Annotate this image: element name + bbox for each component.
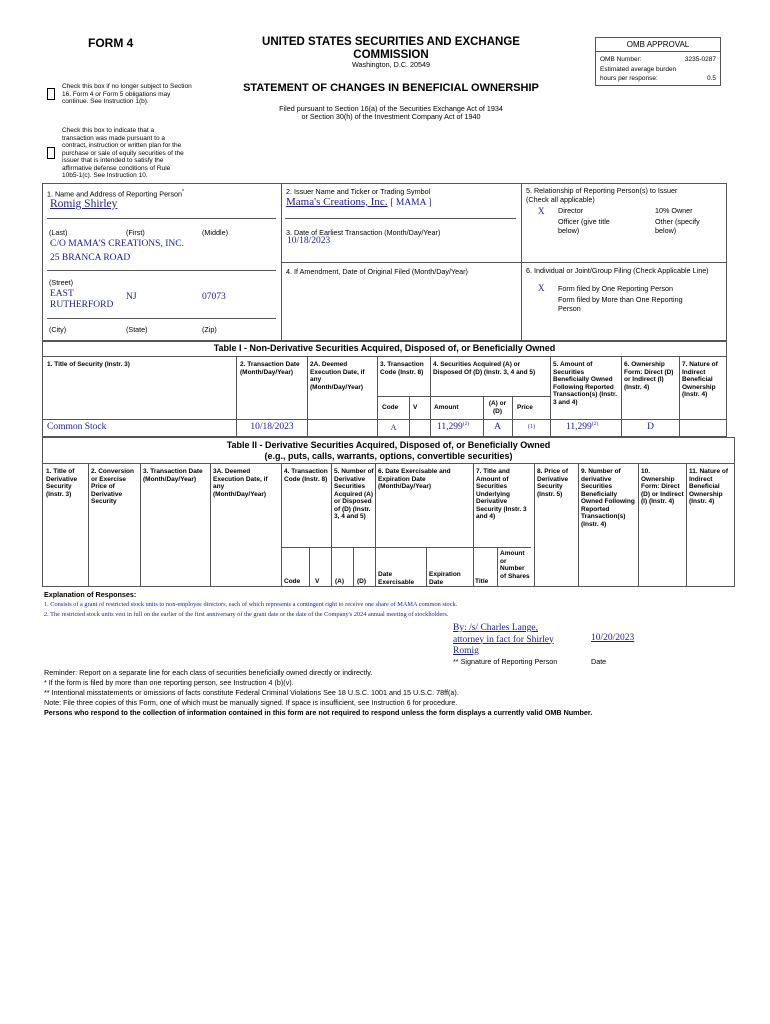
t2-h8: 8. Price of Derivative Security (Instr. 5) bbox=[537, 468, 569, 498]
other-line2: below) bbox=[655, 225, 677, 235]
box6-label: 6. Individual or Joint/Group Filing (Check Applicable Line) bbox=[526, 266, 709, 275]
t1-h7: 7. Nature of Indirect Beneficial Ownership (Instr. 4) bbox=[682, 361, 718, 398]
t1-h2: 2. Transaction Date (Month/Day/Year) bbox=[240, 361, 300, 376]
signature-date-value: 10/20/2023 bbox=[591, 633, 635, 643]
agency-city: Washington, D.C. 20549 bbox=[351, 60, 431, 69]
more-person-line1: Form filed by More than One Reporting bbox=[558, 295, 683, 304]
t1-transaction-code: A bbox=[390, 423, 397, 432]
signature-line1[interactable]: By: /s/ Charles Lange, bbox=[453, 623, 538, 633]
first-label: (First) bbox=[126, 228, 145, 237]
last-label: (Last) bbox=[49, 228, 68, 237]
agency-line1: UNITED STATES SECURITIES AND EXCHANGE bbox=[262, 36, 520, 48]
issuer-ticker: [ MAMA ] bbox=[390, 198, 432, 208]
explanation-title: Explanation of Responses: bbox=[44, 590, 137, 599]
box5-label bbox=[526, 187, 677, 204]
t2-h2: 2. Conversion or Exercise Price of Derivative Security bbox=[91, 468, 134, 505]
one-person-mark[interactable]: X bbox=[538, 283, 545, 293]
omb-burden-label2: hours per response: bbox=[600, 75, 658, 82]
omb-number-label: OMB Number: bbox=[600, 56, 642, 63]
no-longer-subject-text: Check this box if no longer subject to Section 16. Form 4 or Form 5 obligations may continue. See Instruction 1(b). bbox=[62, 83, 192, 105]
rule-10b5-text: Check this box to indicate that a transaction was made pursuant to a contract, instruction or written plan for the purchase or sale of equity securities of the issuer that is intended to satisfy the affirmative defense conditions of Rule 10b5-1(c). See Instruction 10. bbox=[62, 127, 184, 179]
other-label bbox=[655, 218, 700, 235]
t1-v: V bbox=[413, 404, 418, 411]
officer-line1: Officer (give title bbox=[558, 217, 610, 226]
footnote-2: 2. The restricted stock units vest in full on the earlier of the first anniversary of the grant date or the date of the Company's 2024 annual meeting of stockholders. bbox=[44, 611, 449, 618]
t1-h5: 5. Amount of Securities Beneficially Owned Following Reported Transaction(s) (Instr. 3 and 4) bbox=[553, 361, 617, 406]
t2-a: (A) bbox=[335, 578, 345, 585]
box5-label-line1: 5. Relationship of Reporting Person(s) to Issuer bbox=[526, 186, 678, 195]
date-label: Date bbox=[591, 657, 607, 666]
box5-label-line2: (Check all applicable) bbox=[526, 194, 595, 204]
t2-h1: 1. Title of Derivative Security (Instr. 3) bbox=[46, 468, 78, 498]
city-value-line1: EAST bbox=[50, 289, 74, 299]
no-longer-subject-checkbox[interactable] bbox=[47, 88, 55, 100]
city-value bbox=[50, 289, 113, 311]
reminder-2: * If the form is filed by more than one reporting person, see Instruction 4 (b)(v). bbox=[44, 678, 294, 687]
filed-pursuant bbox=[200, 105, 582, 121]
one-person-label: Form filed by One Reporting Person bbox=[558, 284, 674, 293]
t2-exp: Expiration Date bbox=[429, 571, 461, 586]
agency-title bbox=[218, 36, 564, 62]
form-title: FORM 4 bbox=[88, 36, 134, 50]
t1-h3: 3. Transaction Code (Instr. 8) bbox=[380, 361, 424, 376]
t1-owned-value bbox=[566, 421, 598, 432]
t2-h9: 9. Number of derivative Securities Beneficially Owned Following Reported Transaction(s) (Instr. 4) bbox=[581, 468, 635, 528]
signature-line2[interactable]: attorney in fact for Shirley bbox=[453, 634, 554, 645]
t1-h4: 4. Securities Acquired (A) or Disposed Of (D) (Instr. 3, 4 and 5) bbox=[433, 361, 536, 376]
t1-transaction-date: 10/18/2023 bbox=[250, 422, 294, 432]
earliest-transaction-date: 10/18/2023 bbox=[287, 236, 331, 246]
director-mark[interactable]: X bbox=[538, 206, 545, 216]
city-value-line2: RUTHERFORD bbox=[50, 300, 114, 310]
t2-h11: 11. Nature of Indirect Beneficial Ownership (Instr. 4) bbox=[689, 468, 729, 505]
reporting-person-name[interactable] bbox=[50, 198, 117, 210]
t1-h2a: 2A. Deemed Execution Date, if any (Month/Day/Year) bbox=[310, 361, 365, 391]
omb-approval-box bbox=[595, 37, 721, 86]
t2-amt: Amount or Number of Shares bbox=[500, 550, 530, 580]
t1-price-footnote[interactable]: (1) bbox=[528, 424, 535, 430]
middle-label: (Middle) bbox=[202, 228, 228, 237]
t2-h3: 3. Transaction Date (Month/Day/Year) bbox=[143, 468, 203, 483]
rule-10b5-checkbox[interactable] bbox=[47, 147, 55, 159]
box2-label: 2. Issuer Name and Ticker or Trading Symbol bbox=[286, 187, 431, 196]
other-line1: Other (specify bbox=[655, 217, 700, 226]
t2-h4: 4. Transaction Code (Instr. 8) bbox=[284, 468, 328, 483]
t2-h7: 7. Title and Amount of Securities Underlying Derivative Security (Instr. 3 and 4) bbox=[476, 468, 527, 520]
reporting-person-link[interactable]: Romig Shirley bbox=[50, 198, 118, 210]
statement-title: STATEMENT OF CHANGES IN BENEFICIAL OWNERSHIP bbox=[243, 82, 539, 94]
t2-d: (D) bbox=[357, 578, 367, 585]
zip-value: 07073 bbox=[202, 292, 226, 302]
table2-title-line1: Table II - Derivative Securities Acquired, Disposed of, or Beneficially Owned bbox=[226, 440, 551, 450]
t2-h3a: 3A. Deemed Execution Date, if any (Month/Day/Year) bbox=[213, 468, 268, 498]
t2-h5: 5. Number of Derivative Securities Acquired (A) or Disposed of (D) (Instr. 3, 4 and 5) bbox=[334, 468, 374, 520]
filed-line1: Filed pursuant to Section 16(a) of the Securities Exchange Act of 1934 bbox=[279, 104, 503, 113]
t1-amount: Amount bbox=[434, 404, 459, 411]
table2-title-line2: (e.g., puts, calls, warrants, options, convertible securities) bbox=[264, 451, 513, 461]
agency-line2: COMMISSION bbox=[353, 49, 429, 61]
filed-line2: or Section 30(h) of the Investment Company Act of 1940 bbox=[301, 112, 481, 121]
t2-code: Code bbox=[284, 578, 301, 585]
t2-h10: 10. Ownership Form: Direct (D) or Indirect (I) (Instr. 4) bbox=[641, 468, 684, 505]
t1-h6: 6. Ownership Form: Direct (D) or Indirect (I) (Instr. 4) bbox=[624, 361, 674, 391]
t1-aord: (A) or (D) bbox=[488, 400, 507, 415]
t1-amount-footnote[interactable]: (2) bbox=[462, 421, 470, 427]
city-label: (City) bbox=[49, 325, 67, 334]
t1-amount-value bbox=[437, 421, 469, 432]
box4-label: 4. If Amendment, Date of Original Filed (Month/Day/Year) bbox=[286, 267, 468, 276]
footnote-1: 1. Consists of a grant of restricted stock units to non-employee directors, each of which represents a contingent right to receive one share of MAMA common stock. bbox=[44, 601, 458, 608]
t1-ownership-form: D bbox=[647, 422, 654, 432]
street-label: (Street) bbox=[49, 278, 73, 287]
address-line1: C/O MAMA'S CREATIONS, INC. bbox=[50, 239, 184, 249]
t2-title: Title bbox=[475, 578, 489, 585]
table2-title bbox=[42, 440, 735, 462]
state-label: (State) bbox=[126, 325, 148, 334]
owner10-label: 10% Owner bbox=[655, 206, 693, 215]
more-person-line2: Person bbox=[558, 303, 581, 313]
t1-price: Price bbox=[517, 404, 533, 411]
officer-line2: below) bbox=[558, 225, 580, 235]
address-line2: 25 BRANCA ROAD bbox=[50, 253, 131, 263]
signature-label: ** Signature of Reporting Person bbox=[453, 657, 558, 666]
more-person-label bbox=[558, 296, 683, 313]
signature-date bbox=[591, 633, 634, 643]
reminder-4: Note: File three copies of this Form, one of which must be manually signed. If space is insufficient, see Instruction 6 for procedure. bbox=[44, 698, 458, 707]
omb-burden-label1: Estimated average burden bbox=[600, 66, 677, 73]
t1-owned-number: 11,299 bbox=[566, 422, 592, 433]
t1-owned-footnote[interactable]: (2) bbox=[591, 421, 599, 427]
t2-h6: 6. Date Exercisable and Expiration Date (Month/Day/Year) bbox=[378, 468, 451, 490]
issuer-name[interactable] bbox=[286, 196, 432, 208]
issuer-link[interactable]: Mama's Creations, Inc. bbox=[286, 196, 388, 208]
table1-title: Table I - Non-Derivative Securities Acquired, Disposed of, or Beneficially Owned bbox=[213, 343, 556, 353]
reminder-1: Reminder: Report on a separate line for each class of securities beneficially owned directly or indirectly. bbox=[44, 668, 373, 677]
box3-label: 3. Date of Earliest Transaction (Month/Day/Year) bbox=[286, 228, 441, 237]
reminder-3: ** Intentional misstatements or omissions of facts constitute Federal Criminal Violations See 18 U.S.C. 1001 and 15 U.S.C. 78ff(a). bbox=[44, 688, 459, 697]
reminder-5: Persons who respond to the collection of information contained in this form are not required to respond unless the form displays a currently valid OMB Number. bbox=[44, 708, 593, 717]
box1-star: * bbox=[182, 189, 184, 195]
t2-v: V bbox=[315, 578, 320, 585]
omb-number-value: 3235-0287 bbox=[684, 56, 716, 63]
signature-line3[interactable]: Romig bbox=[453, 646, 479, 656]
director-label: Director bbox=[558, 206, 584, 215]
t1-h1: 1. Title of Security (Instr. 3) bbox=[47, 361, 130, 368]
signature-block[interactable] bbox=[453, 623, 554, 658]
t1-security-title: Common Stock bbox=[47, 422, 107, 432]
t2-date-ex: Date Exercisable bbox=[378, 571, 415, 586]
t1-code: Code bbox=[382, 404, 399, 411]
zip-label: (Zip) bbox=[202, 325, 217, 334]
officer-label bbox=[558, 218, 610, 235]
box1-label-text: 1. Name and Address of Reporting Person bbox=[47, 189, 183, 199]
state-value: NJ bbox=[126, 292, 137, 302]
omb-title: OMB APPROVAL bbox=[596, 38, 720, 52]
t1-aord-value: A bbox=[494, 422, 501, 432]
omb-burden-value: 0.5 bbox=[706, 75, 716, 82]
t1-amount-number: 11,299 bbox=[437, 422, 463, 433]
